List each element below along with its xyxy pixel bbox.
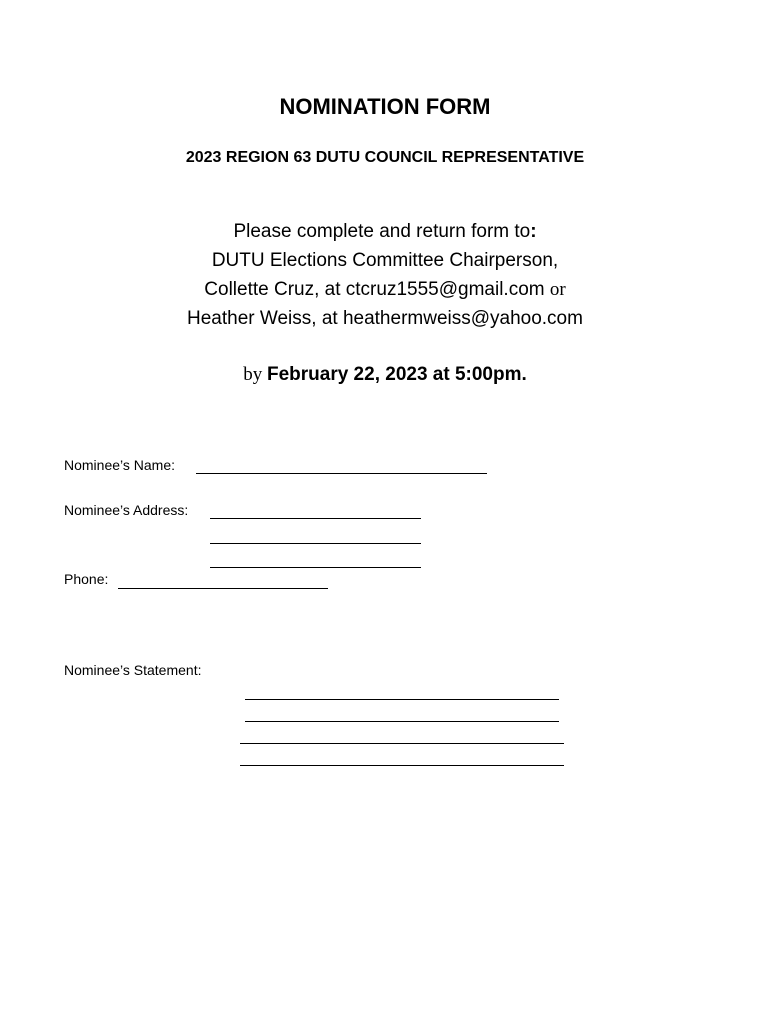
nominee-name-line[interactable] bbox=[196, 473, 487, 474]
nominee-statement-line-1[interactable] bbox=[245, 699, 559, 700]
nominee-address-label: Nominee’s Address: bbox=[64, 502, 189, 518]
phone-label: Phone: bbox=[64, 571, 109, 587]
phone-line[interactable] bbox=[118, 588, 328, 589]
nominee-name-label: Nominee’s Name: bbox=[64, 457, 176, 473]
form-title: NOMINATION FORM bbox=[279, 94, 491, 119]
nominee-statement-line-3[interactable] bbox=[240, 743, 564, 744]
deadline-line bbox=[0, 364, 770, 386]
nominee-address-line-2[interactable] bbox=[210, 543, 421, 544]
deadline-date: February 22, 2023 at 5:00pm. bbox=[266, 364, 527, 385]
nominee-statement-line-4[interactable] bbox=[240, 765, 564, 766]
instructions-line-3 bbox=[0, 279, 770, 301]
nominee-address-line-1[interactable] bbox=[210, 518, 421, 519]
instructions-line-4: Heather Weiss, at heathermweiss@yahoo.com bbox=[187, 308, 583, 329]
form-subtitle: 2023 REGION 63 DUTU COUNCIL REPRESENTATIVE bbox=[185, 149, 585, 166]
nominee-statement-line-2[interactable] bbox=[245, 721, 559, 722]
deadline-prefix: by bbox=[243, 364, 267, 385]
nominee-statement-label: Nominee’s Statement: bbox=[64, 662, 202, 678]
instructions-line-1-colon: : bbox=[530, 221, 537, 242]
instructions-line-2: DUTU Elections Committee Chairperson, bbox=[211, 250, 559, 271]
instructions-line-1 bbox=[0, 221, 770, 243]
instructions-line-3-or: or bbox=[549, 279, 566, 300]
instructions-line-3-text: Collette Cruz, at ctcruz1555@gmail.com bbox=[204, 279, 550, 300]
instructions-line-1-text: Please complete and return form to bbox=[233, 221, 531, 242]
nominee-address-line-3[interactable] bbox=[210, 567, 421, 568]
